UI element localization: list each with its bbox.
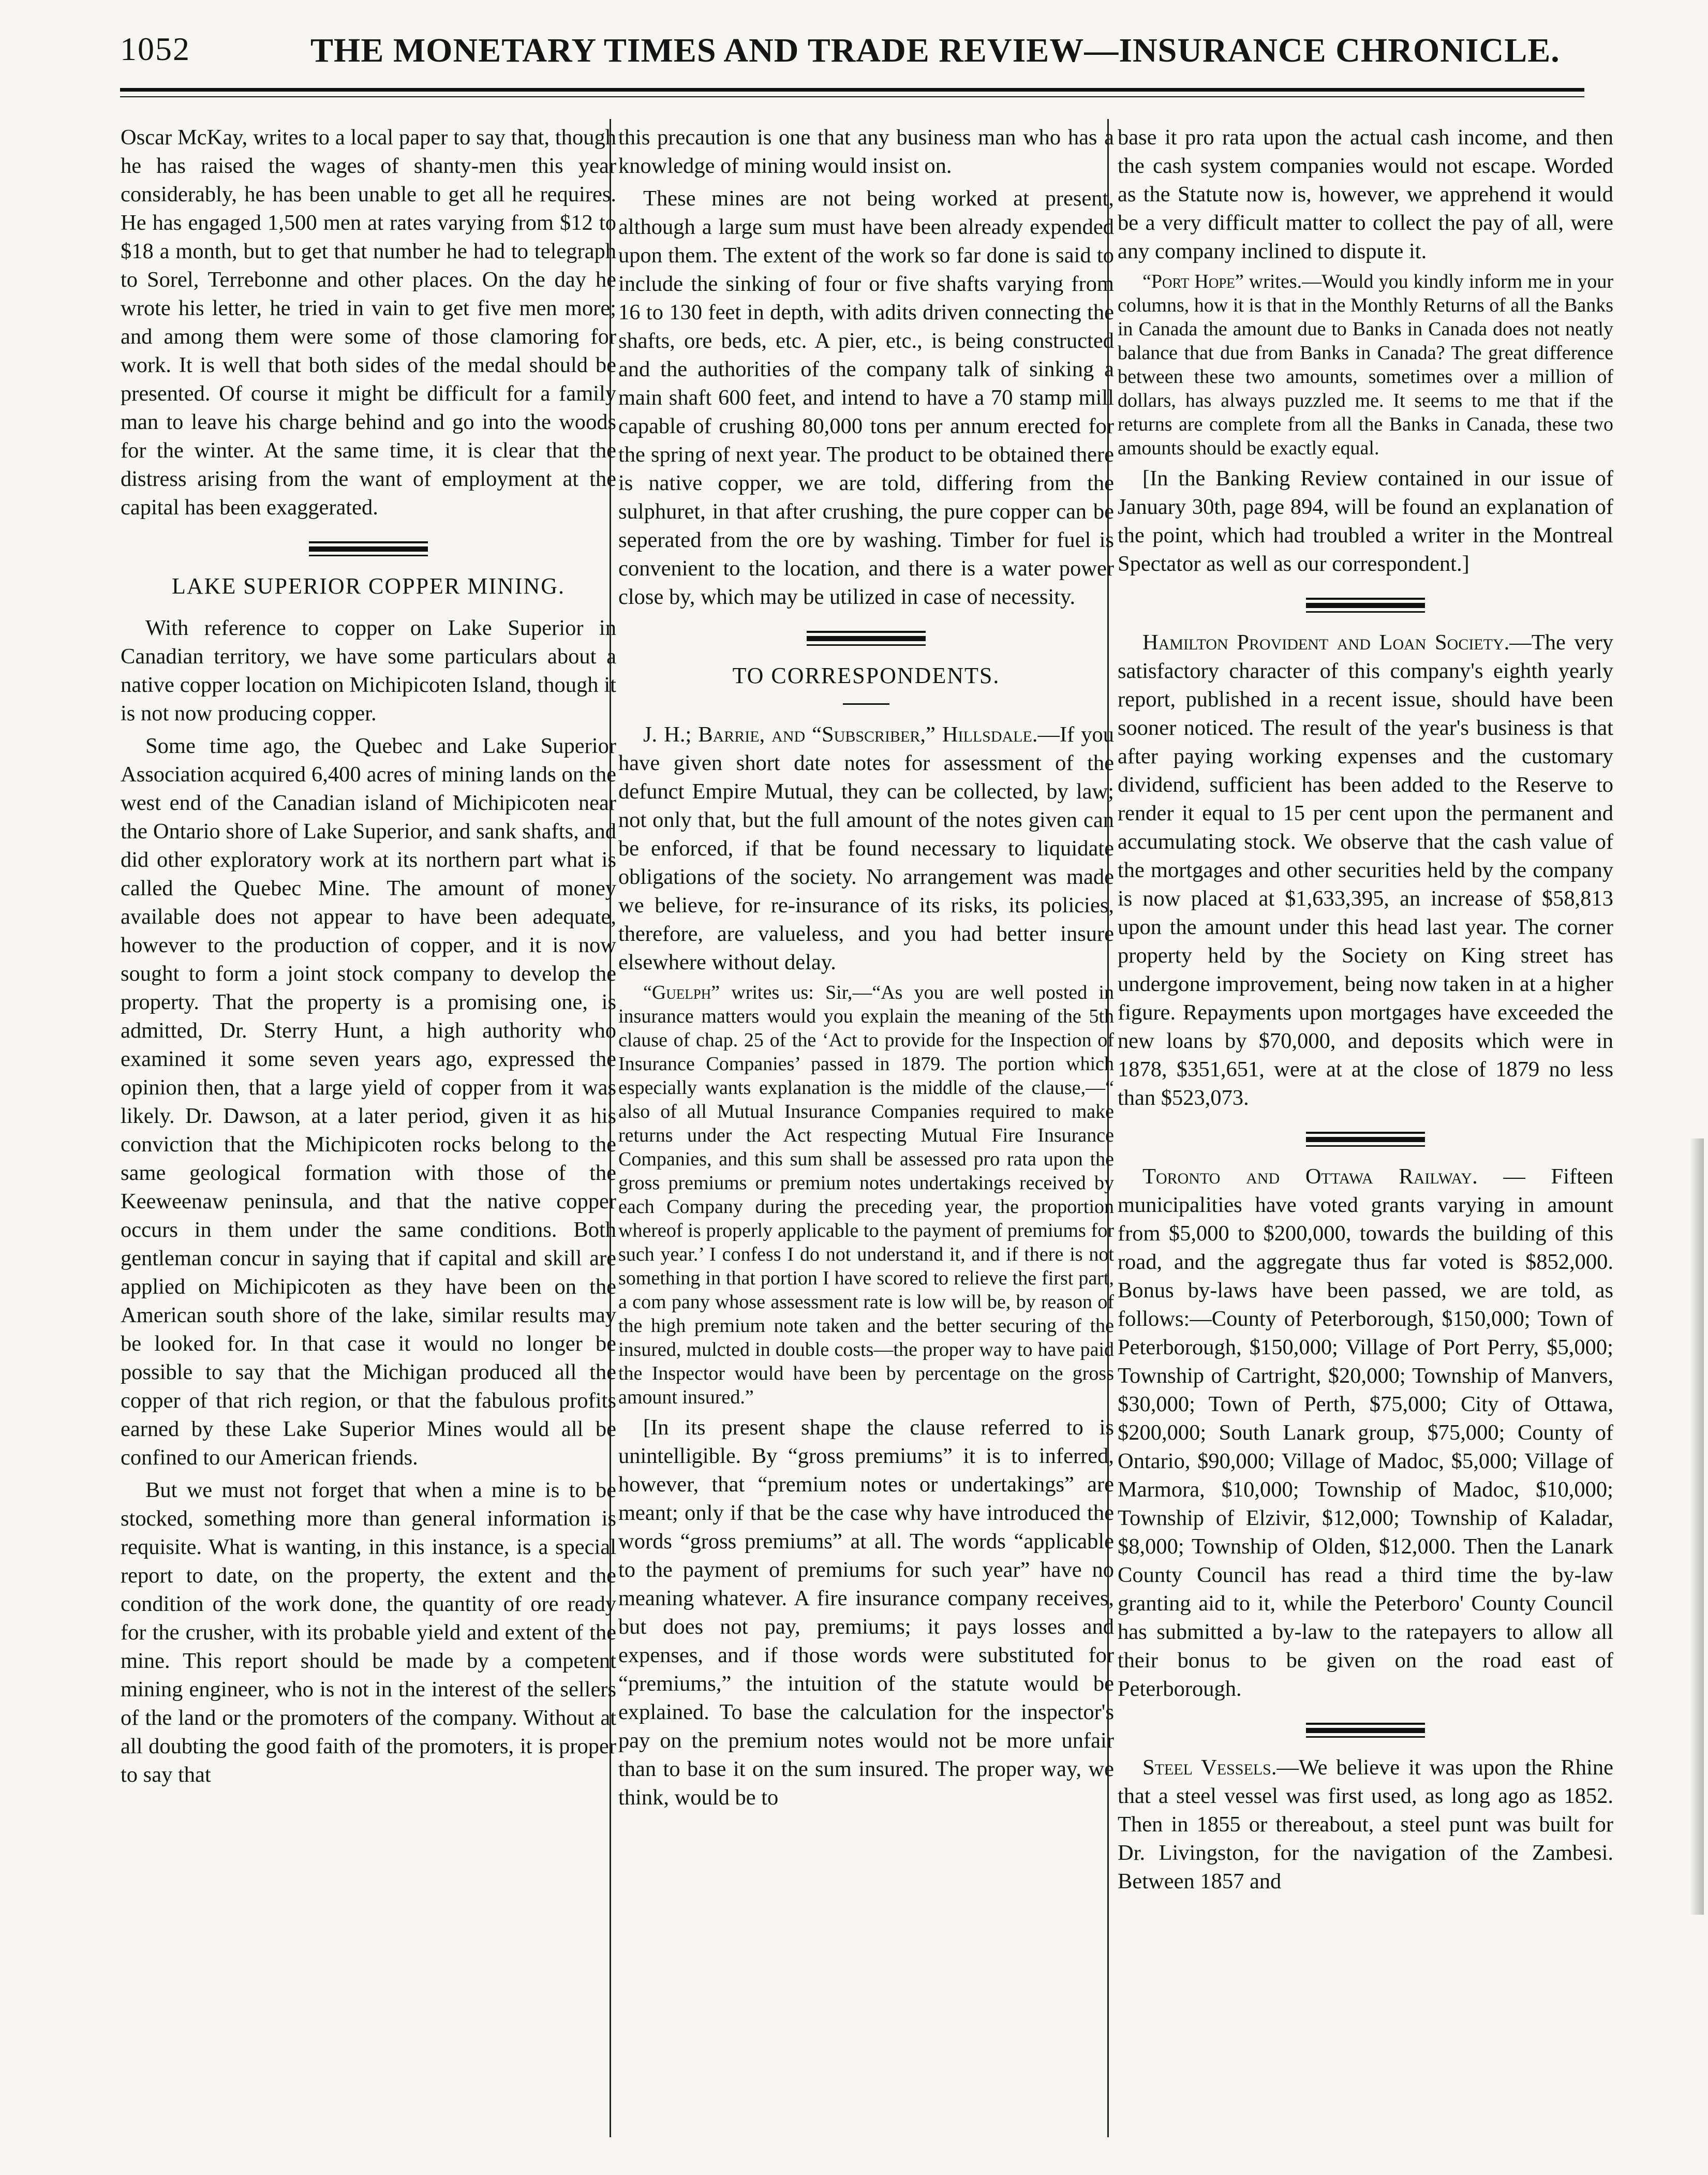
masthead-title: THE MONETARY TIMES AND TRADE REVIEW—INSURANCE CHRONICLE. bbox=[310, 32, 1560, 69]
section-divider bbox=[1306, 1723, 1425, 1738]
paragraph: this precaution is one that any business man who has a knowledge of mining would insist on. bbox=[618, 125, 1114, 178]
scan-edge-shadow bbox=[1689, 1138, 1704, 1915]
paragraph: But we must not forget that when a mine is to be stocked, something more than general information is requisite. What is wanting, in this instance, is a special report to date, on the property, the extent and the condition of the work done, the quantity of ore ready for the crusher, with its probable yield and extent of the mine. This report should be made by a competent mining engineer, who is not in the interest of the sellers of the land or the promoters of the company. Without at all doubting the good faith of the promoters, it is proper to say that bbox=[121, 1478, 616, 1787]
paragraph: Oscar McKay, writes to a local paper to say that, though he has raised the wages of shanty-men this year considerably, he has been unable to get all he requires. He has engaged 1,500 men at rates varying from $12 to $18 a month, but to get that number he had to telegraph to Sorel, Terrebonne and other places. On the day he wrote his letter, he tried in vain to get five men more; and among them were some of those clamoring for work. It is well that both sides of the medal should be presented. Of course it might be difficult for a family man to leave his charge behind and go into the woods for the winter. At the same time, it is clear that the distress arising from the want of employment at the capital has been exaggerated. bbox=[121, 125, 616, 520]
paragraph: [In the Banking Review contained in our issue of January 30th, page 894, will be found an explanation of the point, which had troubled a writer in the Montreal Spectator as well as our correspondent.] bbox=[1118, 466, 1613, 576]
section-divider bbox=[807, 631, 926, 646]
paragraph: [In its present shape the clause referred to is unintelligible. By “gross premiums” it is to inferred, however, that “premium notes or undertakings” are meant; only if that be the case why have introduced the words “gross premiums” at all. The words “applicable to the payment of premiums for such year” have no meaning whatever. A fire insurance company receives, but does not pay, premiums; it pays losses and expenses, and if those words were substituted for “premiums,” the intuition of the statute would be explained. To base the calculation for the inspector's pay on the premium notes would not be more unfair than to base it on the sum insured. The proper way, we think, would be to bbox=[618, 1415, 1114, 1810]
paragraph bbox=[1118, 628, 1613, 1112]
paragraph-lead: Toronto and Ottawa Railway. bbox=[1142, 1164, 1478, 1189]
paragraph-lead: “Port Hope” bbox=[1142, 271, 1244, 292]
paragraph-body: —We believe it was upon the Rhine that a steel vessel was first used, as long ago as 1852. Then in 1855 or thereabout, a steel punt was built for Dr. Livingston, for the navigation of the Zambesi. Between 1857 and bbox=[1118, 1755, 1613, 1893]
page-number: 1052 bbox=[120, 31, 190, 67]
paragraph bbox=[1118, 270, 1613, 460]
header-rule-thick bbox=[120, 88, 1584, 92]
page-header bbox=[0, 0, 1708, 135]
paragraph: These mines are not being worked at present, although a large sum must have been already expended upon them. The extent of the work so far done is said to include the sinking of four or five shafts varying from 16 to 130 feet in depth, with adits driven connecting the shafts, ore beds, etc. A pier, etc., is being constructed and the authorities of the company talk of sinking a main shaft 600 feet, and intend to have a 70 stamp mill capable of crushing 80,000 tons per annum erected for the spring of next year. The product to be obtained there is native copper, we are told, differing from the sulphuret, in that after crushing, the pure copper can be seperated from the ore by washing. Timber for fuel is convenient to the location, and there is a water power close by, which may be utilized in case of necessity. bbox=[618, 186, 1114, 609]
paragraph-lead: Steel Vessels. bbox=[1142, 1755, 1277, 1780]
paragraph bbox=[1118, 1162, 1613, 1703]
paragraph bbox=[618, 720, 1114, 976]
paragraph-body: writes.—Would you kindly inform me in your columns, how it is that in the Monthly Returns of all the Banks in Canada the amount due to Banks in Canada does not neatly balance that due from Banks in Canada? The great difference between these two amounts, sometimes over a million of dollars, has always puzzled me. It seems to me that if the returns are complete from all the Banks in Canada, these two amounts should be exactly equal. bbox=[1118, 271, 1613, 459]
paragraph bbox=[618, 981, 1114, 1409]
section-divider bbox=[1306, 598, 1425, 613]
column-1 bbox=[121, 123, 616, 2141]
paragraph: Some time ago, the Quebec and Lake Superior Association acquired 6,400 acres of mining lands on the west end of the Canadian island of Michipicoten near the Ontario shore of Lake Superior, and sank shafts, and did other exploratory work at its northern part what is called the Quebec Mine. The amount of money available does not appear to have been adequate, however to the production of copper, and it is now sought to form a joint stock company to develop the property. That the property is a promising one, is admitted, Dr. Sterry Hunt, a high authority who examined it some seven years ago, expressed the opinion then, that a large yield of copper from it was likely. Dr. Dawson, at a later period, given it as his conviction that the Michipicoten rocks belong to the same geological formation with those of the Keeweenaw peninsula, and that the native copper occurs in them under the same conditions. Both gentleman concur in saying that if capital and skill are applied on Michipicoten as they have been on the American south shore of the lake, similar results may be looked for. In that case it would no longer be possible to say that the Michigan produced all the copper of that rich region, or that the fabulous profits earned by these Lake Superior Mines would all be confined to our American friends. bbox=[121, 734, 616, 1470]
column-3 bbox=[1118, 123, 1613, 2141]
paragraph-body: —If you have given short date notes for assessment of the defunct Empire Mutual, they can be collected, by law; not only that, but the full amount of the notes given can be enforced, if that be found necessary to liquidate obligations of the society. No arrangement was made we believe, for re-insurance of its risks, its policies, therefore, are valueless, and you had better insure elsewhere without delay. bbox=[618, 722, 1114, 974]
paragraph-body: — Fifteen municipalities have voted grants varying in amount from $5,000 to $200,000, towards the building of this road, and the aggregate thus far voted is $852,000. Bonus by-laws have been passed, we are told, as follows:—County of Peterborough, $150,000; Town of Peterborough, $150,000; Village of Port Perry, $5,000; Township of Cartright, $20,000; Township of Manvers, $30,000; Town of Perth, $75,000; City of Ottawa, $200,000; South Lanark group, $75,000; County of Ontario, $90,000; Village of Madoc, $5,000; Village of Marmora, $10,000; Township of Madoc, $10,000; Township of Elzivir, $12,000; Township of Kaladar, $8,000; Township of Olden, $12,000. Then the Lanark County Council has read a third time the by-law granting aid to it, while the Peterboro' County Council has submitted a by-law to the ratepayers to allow all their bonus to be given on the road east of Peterborough. bbox=[1118, 1164, 1613, 1701]
paragraph-lead: J. H.; Barrie, and “Subscriber,” Hillsdale. bbox=[643, 722, 1038, 747]
section-heading: LAKE SUPERIOR COPPER MINING. bbox=[171, 573, 566, 599]
paragraph-lead: “Guelph” bbox=[643, 982, 720, 1003]
section-divider bbox=[309, 541, 428, 556]
paragraph-body: —The very satisfactory character of this company's eighth yearly report, published in a recent issue, should have been sooner noticed. The result of the year's business is that after paying working expenses and the customary dividend, sufficient has been added to the Reserve to render it equal to 15 per cent upon the permanent and accumulating stock. We observe that the cash value of the mortgages and other securities held by the company is now placed at $1,633,395, an increase of $58,813 upon the amount under this head last year. The corner property held by the Society on King street has undergone improvement, being now taken in at a higher figure. Repayments upon mortgages have exceeded the new loans by $70,000, and deposits which were in 1878, $351,651, were at at the close of 1879 no less than $523,073. bbox=[1118, 630, 1613, 1110]
paragraph-lead: Hamilton Provident and Loan Society. bbox=[1142, 630, 1510, 655]
section-heading: TO CORRESPONDENTS. bbox=[732, 663, 1000, 688]
section-divider bbox=[1306, 1132, 1425, 1147]
paragraph: base it pro rata upon the actual cash income, and then the cash system companies would not escape. Worded as the Statute now is, however, we apprehend it would be a very difficult matter to collect the pay of all, were any company inclined to dispute it. bbox=[1118, 125, 1613, 263]
paragraph-body: writes us: Sir,—“As you are well posted in insurance matters would you explain the meaning of the 5th clause of chap. 25 of the ‘Act to provide for the Inspection of Insurance Companies’ passed in 1879. The portion which especially wants explanation is the middle of the clause,—“ also of all Mutual Insurance Companies required to make returns under the Act respecting Mutual Fire Insurance Companies, and this sum shall be assessed pro rata upon the gross premiums or premium notes undertakings received by each Company during the preceding year, the proportion whereof is properly applicable to the payment of premiums for such year.’ I confess I do not understand it, and if there is not something in that portion I have scored to relieve the first part, a com pany whose assessment rate is low will be, by reason of the high premium note taken and the better securing of the insured, mulcted in double costs—the proper way to have paid the Inspector would have been by percentage on the gross amount insured.” bbox=[618, 982, 1114, 1408]
column-2 bbox=[618, 123, 1114, 2141]
paragraph: With reference to copper on Lake Superior in Canadian territory, we have some particulars about a native copper location on Michipicoten Island, though it is not now producing copper. bbox=[121, 616, 616, 726]
header-rule-thin bbox=[120, 96, 1584, 97]
paragraph bbox=[1118, 1753, 1613, 1896]
heading-rule bbox=[843, 703, 889, 705]
